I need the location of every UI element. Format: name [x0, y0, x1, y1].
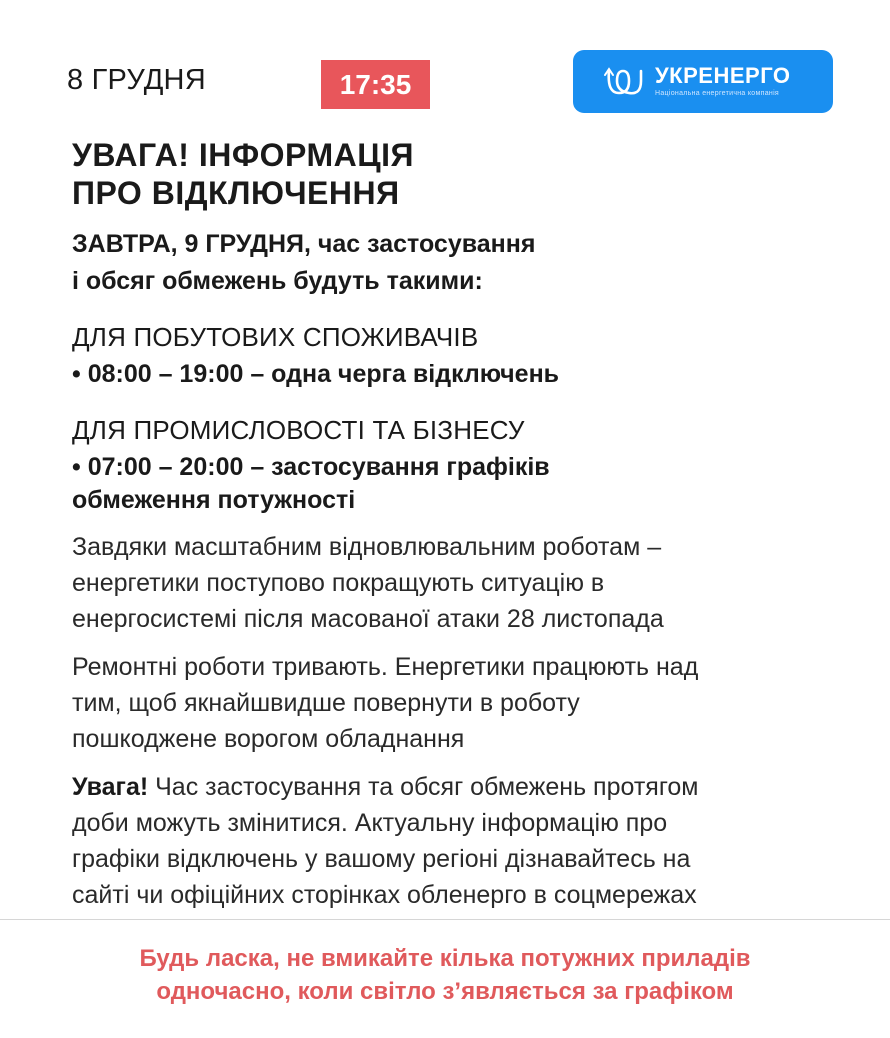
time-badge — [321, 60, 430, 109]
footer-line: Будь ласка, не вмикайте кілька потужних приладів — [139, 945, 751, 972]
industry-schedule — [72, 451, 822, 517]
brand-badge — [573, 50, 833, 113]
brand-subtitle: Національна енергетична компанія — [655, 90, 780, 97]
paragraph-line: Ремонтні роботи тривають. Енергетики працюють над — [72, 653, 699, 681]
lead-line: і обсяг обмежень будуть такими: — [72, 267, 483, 295]
paragraph-line: енергосистемі після масованої атаки 28 листопада — [72, 605, 664, 633]
footer-line: одночасно, коли світло з’являється за графіком — [156, 978, 734, 1005]
paragraph-line: енергетики поступово покращують ситуацію в — [72, 569, 605, 597]
footer-notice — [0, 942, 890, 1008]
industry-schedule-line: • 07:00 – 20:00 – застосування графіків — [72, 453, 550, 481]
paragraph-line: Завдяки масштабним відновлювальним роботам – — [72, 533, 662, 561]
paragraph-line: тим, щоб якнайшвидше повернути в роботу — [72, 689, 580, 717]
announcement-body — [72, 136, 822, 913]
headline-line: УВАГА! ІНФОРМАЦІЯ — [72, 137, 414, 173]
industry-title: ДЛЯ ПРОМИСЛОВОСТІ ТА БІЗНЕСУ — [72, 415, 525, 445]
paragraph-line: пошкоджене ворогом обладнання — [72, 725, 465, 753]
ukrenergo-logo-icon — [603, 63, 647, 99]
date-label: 8 ГРУДНЯ — [67, 64, 206, 96]
lead-line: ЗАВТРА, 9 ГРУДНЯ, час застосування — [72, 230, 536, 258]
warning-paragraph — [72, 769, 822, 913]
warning-label: Увага! — [72, 773, 149, 801]
repairs-paragraph — [72, 649, 822, 757]
headline-line: ПРО ВІДКЛЮЧЕННЯ — [72, 175, 400, 211]
paragraph-line: графіки відключень у вашому регіоні дізнавайтесь на — [72, 845, 691, 873]
lead-text — [72, 226, 822, 300]
paragraph-line: доби можуть змінитися. Актуальну інформацію про — [72, 809, 668, 837]
paragraph-line: сайті чи офіційних сторінках обленерго в соцмережах — [72, 881, 697, 909]
paragraph-line: Час застосування та обсяг обмежень протягом — [148, 773, 699, 801]
industry-schedule-line: обмеження потужності — [72, 486, 356, 514]
headline — [72, 136, 822, 212]
household-title: ДЛЯ ПОБУТОВИХ СПОЖИВАЧІВ — [72, 322, 479, 352]
household-schedule: • 08:00 – 19:00 – одна черга відключень — [72, 360, 560, 388]
time-label: 17:35 — [339, 68, 412, 100]
brand-name: УКРЕНЕРГО — [655, 63, 791, 88]
footer-divider — [0, 919, 890, 920]
recovery-paragraph — [72, 529, 822, 637]
